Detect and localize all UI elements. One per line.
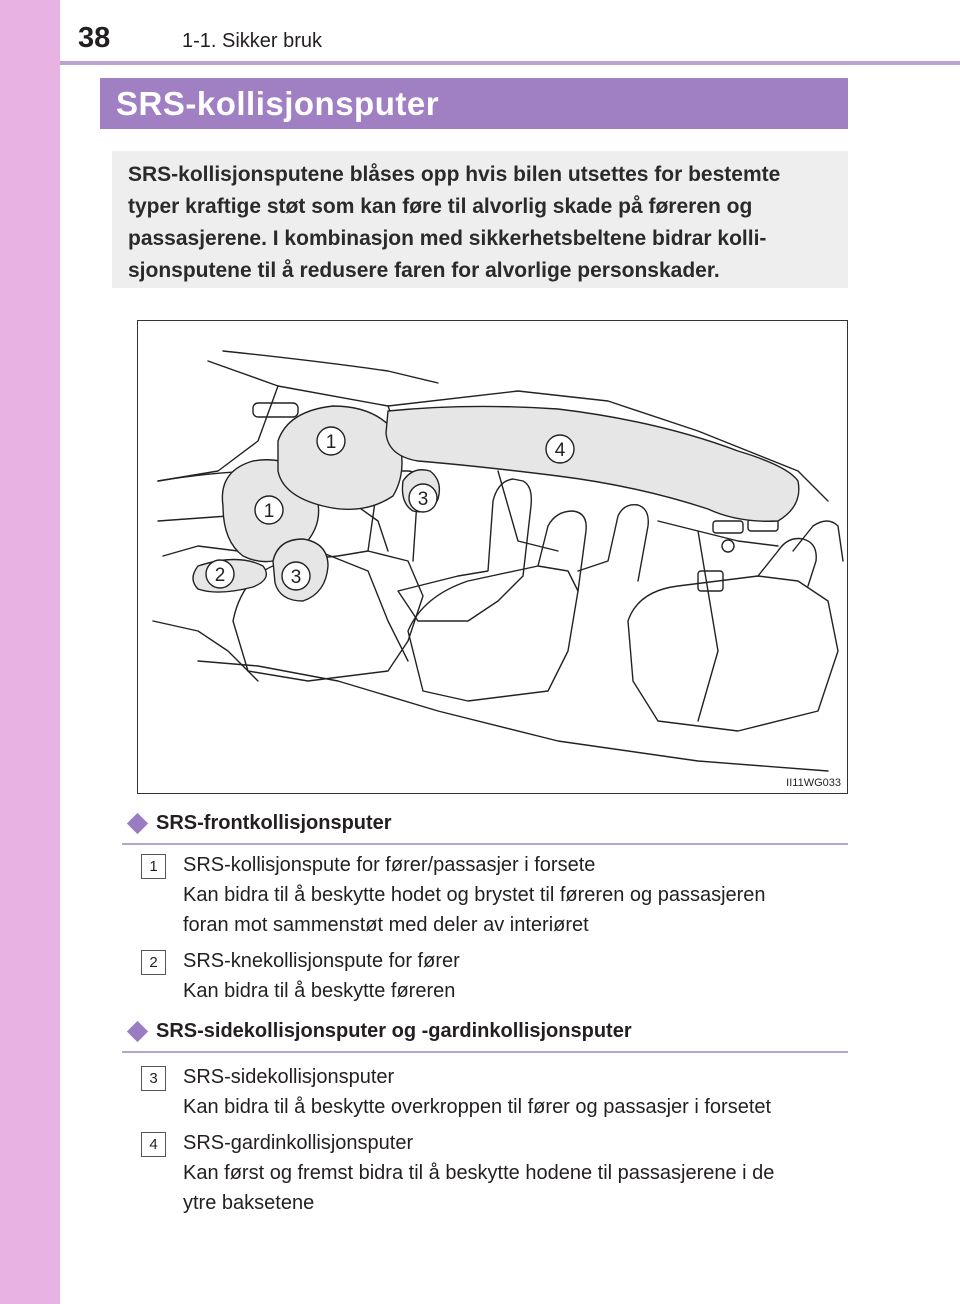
airbag-illustration	[137, 320, 848, 794]
callout-3-side-front	[282, 562, 310, 590]
intro-line: typer kraftige støt som kan føre til alvorlig skade på føreren og	[128, 195, 753, 218]
header-rule	[60, 61, 960, 65]
diamond-bullet-icon	[127, 813, 148, 834]
item-number: 1	[141, 854, 166, 879]
title-bar	[100, 78, 848, 129]
section-rule	[122, 1051, 848, 1053]
page-number: 38	[78, 22, 111, 54]
item-number: 4	[141, 1132, 166, 1157]
callout-2-knee	[206, 560, 234, 588]
car-interior-drawing	[138, 321, 846, 792]
svg-text:3: 3	[417, 489, 429, 510]
item-number: 3	[141, 1066, 166, 1091]
svg-text:2: 2	[214, 565, 226, 586]
section-rule	[122, 843, 848, 845]
figure-code: II11WG033	[786, 777, 841, 789]
callout-3-side-rear	[409, 484, 437, 512]
item-desc: Kan bidra til å beskytte hodet og brystet til føreren og passasjeren	[183, 884, 766, 906]
item-title: SRS-knekollisjonspute for fører	[183, 950, 460, 972]
intro-line: passasjerene. I kombinasjon med sikkerhetsbeltene bidrar kolli-	[128, 227, 767, 250]
svg-text:1: 1	[263, 501, 275, 522]
item-desc: Kan først og fremst bidra til å beskytte hodene til passasjerene i de	[183, 1162, 775, 1184]
svg-text:1: 1	[325, 432, 337, 453]
intro-line: SRS-kollisjonsputene blåses opp hvis bilen utsettes for bestemte	[128, 163, 781, 186]
item-desc: Kan bidra til å beskytte overkroppen til fører og passasjer i forsetet	[183, 1096, 772, 1118]
intro-line: sjonsputene til å redusere faren for alvorlige personskader.	[128, 259, 720, 282]
side-tab-strip	[0, 0, 60, 1304]
callout-1-driver	[255, 496, 283, 524]
item-desc: foran mot sammenstøt med deler av interiøret	[183, 914, 589, 936]
item-number: 2	[141, 950, 166, 975]
callout-4-curtain	[546, 435, 574, 463]
item-title: SRS-sidekollisjonsputer	[183, 1066, 395, 1088]
item-title: SRS-gardinkollisjonsputer	[183, 1132, 414, 1154]
svg-text:3: 3	[290, 567, 302, 588]
section-heading-text: SRS-frontkollisjonsputer	[156, 812, 392, 834]
item-desc: ytre baksetene	[183, 1192, 315, 1214]
section-heading-text: SRS-sidekollisjonsputer og -gardinkollisjonsputer	[156, 1020, 632, 1042]
intro-box	[112, 151, 848, 288]
diamond-bullet-icon	[127, 1021, 148, 1042]
section-label: 1-1. Sikker bruk	[182, 30, 323, 52]
svg-text:4: 4	[554, 440, 566, 461]
page-title: SRS-kollisjonsputer	[116, 85, 440, 122]
item-title: SRS-kollisjonspute for fører/passasjer i forsete	[183, 854, 596, 876]
item-desc: Kan bidra til å beskytte føreren	[183, 980, 456, 1002]
callout-1-front-passenger	[317, 427, 345, 455]
